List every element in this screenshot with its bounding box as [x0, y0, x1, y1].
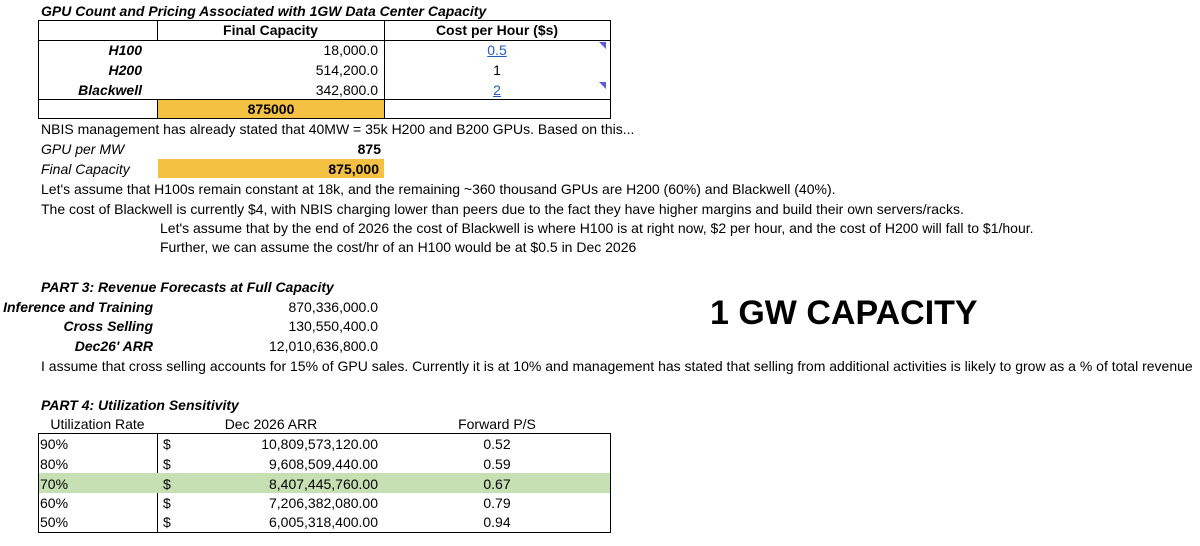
revenue-row-label: Inference and Training [3, 299, 153, 315]
gpu-row-cost: 1 [493, 62, 501, 78]
utilization-rate: 90% [40, 436, 69, 452]
gpu-section-title: GPU Count and Pricing Associated with 1GW Data Center Capacity [41, 3, 487, 19]
gpu-row-capacity: 514,200.0 [315, 62, 378, 78]
utilization-rate: 80% [40, 456, 69, 472]
currency-symbol: $ [163, 436, 171, 452]
gpu-row-name: Blackwell [78, 82, 142, 98]
gpu-row-cost-link[interactable]: 2 [493, 82, 501, 98]
arr-value: 6,005,318,400.00 [269, 514, 378, 530]
comment-indicator-icon[interactable] [599, 42, 606, 49]
header-utilization-rate: Utilization Rate [50, 416, 145, 432]
assumption-line: The cost of Blackwell is currently $4, with NBIS charging lower than peers due to the fact they have higher margins and build their own servers/racks. [41, 201, 964, 217]
currency-symbol: $ [163, 495, 171, 511]
forward-ps-value: 0.79 [483, 495, 511, 511]
revenue-row-label: Dec26' ARR [74, 338, 153, 354]
utilization-rate: 70% [40, 476, 69, 492]
forward-ps-value: 0.52 [483, 436, 511, 452]
gpu-row-capacity: 342,800.0 [315, 82, 378, 98]
comment-indicator-icon[interactable] [599, 82, 606, 89]
gpu-table-right-border [610, 20, 611, 119]
gpu-row-capacity: 18,000.0 [323, 42, 378, 58]
revenue-row-label: Cross Selling [63, 318, 153, 334]
cross-selling-note: I assume that cross selling accounts for 15% of GPU sales. Currently it is at 10% and management has stated that selling from additional activities is likely to grow as a % of total revenue [41, 358, 1193, 374]
forward-ps-value: 0.67 [483, 476, 511, 492]
header-dec-2026-arr: Dec 2026 ARR [224, 416, 318, 432]
gpu-row-cost-link[interactable]: 0.5 [487, 42, 507, 58]
arr-value: 9,608,509,440.00 [269, 456, 378, 472]
utilization-rate: 60% [40, 495, 69, 511]
arr-value: 10,809,573,120.00 [261, 436, 378, 452]
gpu-row-name: H100 [108, 42, 142, 58]
revenue-row-value: 870,336,000.0 [288, 299, 378, 315]
assumption-line: Let's assume that by the end of 2026 the cost of Blackwell is where H100 is at right now, $2 per hour, and the cost of H200 will fall to $1/hour. [160, 220, 1034, 236]
final-capacity-value: 875,000 [328, 161, 379, 177]
gpu-total: 875000 [247, 101, 295, 117]
currency-symbol: $ [163, 514, 171, 530]
revenue-row-value: 130,550,400.0 [288, 318, 378, 334]
header-cost-per-hour: Cost per Hour ($s) [435, 22, 559, 38]
arr-value: 8,407,445,760.00 [269, 476, 378, 492]
forward-ps-value: 0.59 [483, 456, 511, 472]
part3-title: PART 3: Revenue Forecasts at Full Capacity [41, 279, 334, 295]
arr-value: 7,206,382,080.00 [269, 495, 378, 511]
final-capacity-label: Final Capacity [41, 161, 130, 177]
revenue-row-value: 12,010,636,800.0 [269, 338, 378, 354]
currency-symbol: $ [163, 476, 171, 492]
assumption-line: Let's assume that H100s remain constant at 18k, and the remaining ~360 thousand GPUs are H200 (60%) and Blackwell (40%). [41, 181, 836, 197]
gpu-row-name: H200 [108, 62, 142, 78]
gpu-per-mw-value: 875 [357, 141, 381, 157]
header-final-capacity: Final Capacity [223, 22, 318, 38]
gpu-table-left-border [38, 20, 39, 119]
forward-ps-value: 0.94 [483, 514, 511, 530]
currency-symbol: $ [163, 456, 171, 472]
mgmt-statement: NBIS management has already stated that 40MW = 35k H200 and B200 GPUs. Based on this... [41, 121, 635, 137]
part4-title: PART 4: Utilization Sensitivity [41, 397, 239, 413]
capacity-banner: 1 GW CAPACITY [710, 294, 978, 332]
assumption-line: Further, we can assume the cost/hr of an H100 would be at $0.5 in Dec 2026 [160, 239, 637, 255]
header-forward-ps: Forward P/S [458, 416, 536, 432]
utilization-rate: 50% [40, 514, 69, 530]
gpu-per-mw-label: GPU per MW [41, 141, 125, 157]
